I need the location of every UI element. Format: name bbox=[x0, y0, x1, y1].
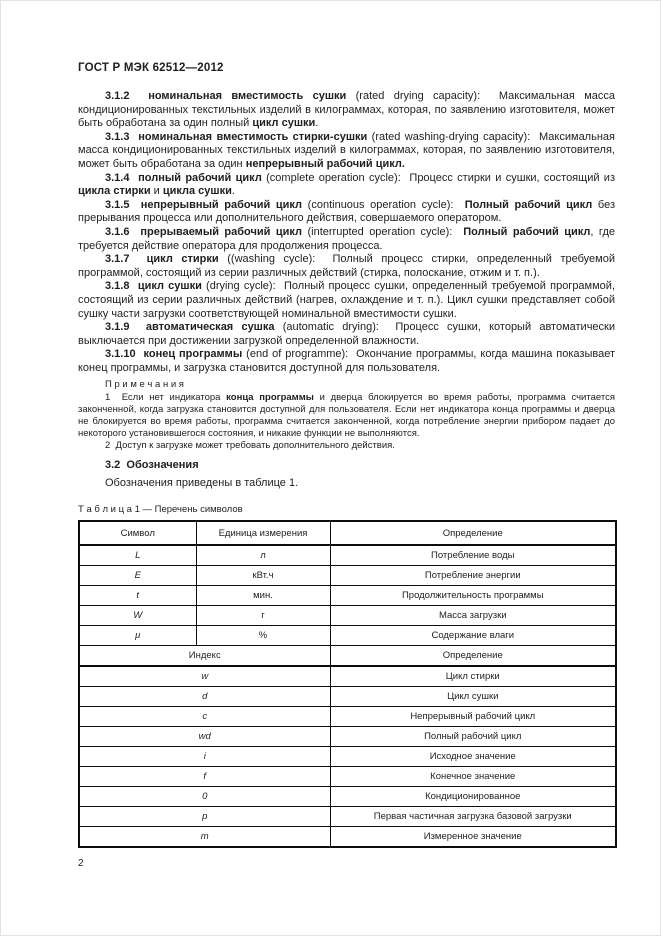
document-header: ГОСТ Р МЭК 62512—2012 bbox=[78, 62, 224, 74]
bold-text-run: цикла сушки bbox=[162, 185, 232, 198]
bold-text-run: 3.1.8 цикл сушки bbox=[105, 280, 207, 293]
table-intro: Обозначения приведены в таблице 1. bbox=[105, 477, 299, 490]
clause-paragraph bbox=[78, 131, 615, 172]
bold-text-run: непрерывный рабочий цикл. bbox=[245, 157, 405, 170]
text-run: (drying cycle): Полный процесс сушки, определенный требуемой программой, состоящий из серии различных действий (нагрев, охлаждение и т. п.). Цикл сушки представляет собой сушку части загрузки соответствующей номинальной вместимости сушки. bbox=[78, 280, 615, 320]
definition-cell: Конечное значение bbox=[330, 767, 616, 787]
clause-paragraph bbox=[78, 348, 615, 375]
bold-text-run: 3.1.9 автоматическая сушка bbox=[105, 321, 283, 334]
definition-cell: Непрерывный рабочий цикл bbox=[330, 707, 616, 727]
text-run: без прерывания процесса или дополнительного действия, совершаемого оператором. bbox=[78, 198, 615, 225]
bold-text-run: 3.1.4 полный рабочий цикл bbox=[105, 171, 267, 184]
bold-text-run: 3.1.5 непрерывный рабочий цикл bbox=[105, 198, 308, 211]
bold-text-run: 3.1.6 прерываемый рабочий цикл bbox=[105, 225, 308, 238]
symbol-cell: 0 bbox=[79, 787, 330, 807]
symbol-cell: w bbox=[79, 666, 330, 687]
bold-text-run: 3.1.10 конец программы bbox=[105, 348, 247, 361]
text-run: (complete operation cycle): Процесс стирки и сушки, состоящий из bbox=[266, 171, 615, 184]
definition-cell: Полный рабочий цикл bbox=[330, 727, 616, 747]
symbol-cell: f bbox=[79, 767, 330, 787]
text-run: (continuous operation cycle): bbox=[307, 198, 465, 211]
text-run: (rated washing-drying capacity): Максимальная масса кондиционированных текстильных изделий в килограммах, которая, по заявлению изготовителя, может быть обработана за один bbox=[78, 130, 615, 170]
definition-cell: Содержание влаги bbox=[330, 626, 616, 646]
note-item bbox=[78, 440, 615, 452]
symbol-cell: p bbox=[79, 807, 330, 827]
column-header-symbol: Символ bbox=[79, 521, 196, 545]
column-header-unit: Единица измерения bbox=[196, 521, 330, 545]
symbol-cell: E bbox=[79, 566, 196, 586]
bold-text-run: Полный рабочий цикл bbox=[463, 225, 591, 238]
bold-text-run: Полный рабочий цикл bbox=[464, 198, 598, 211]
text-run: 2 Доступ к загрузке может требовать дополнительного действия. bbox=[105, 440, 395, 452]
table-row bbox=[79, 787, 616, 807]
table-row bbox=[79, 666, 616, 687]
table-row bbox=[79, 727, 616, 747]
text-run: (rated drying capacity): Максимальная масса кондиционированных текстильных изделий в килограммах, которая, по заявлению изготовителя, может быть обработана за один полный bbox=[78, 90, 615, 130]
clause-paragraph bbox=[78, 280, 615, 321]
definition-cell: Потребление энергии bbox=[330, 566, 616, 586]
text-run: (end of programme): Окончание программы, когда машина показывает конец программы, и загрузка становится доступной для пользователя. bbox=[78, 348, 615, 374]
table-row bbox=[79, 626, 616, 646]
text-run: и дверца блокируется во время работы, программа считается законченной, когда загрузка становится доступной для пользователя. Если нет индикатора конца программы и дверца не блокируется во время работы, программа считается законченной, когда потребление энергии прибором падает до некоторого установившегося состояния, и никакие функции не выполняются. bbox=[78, 392, 615, 440]
clauses bbox=[78, 90, 615, 375]
unit-cell: г bbox=[196, 606, 330, 626]
bold-text-run: 3.1.3 номинальная вместимость стирки-сушки bbox=[105, 130, 372, 143]
definition-cell: Продолжительность программы bbox=[330, 586, 616, 606]
unit-cell: % bbox=[196, 626, 330, 646]
text-run: (interrupted operation cycle): bbox=[307, 225, 464, 238]
symbol-cell: wd bbox=[79, 727, 330, 747]
text-run: . bbox=[315, 117, 319, 130]
notes-items bbox=[78, 392, 615, 452]
clause-paragraph bbox=[78, 172, 615, 199]
table-row bbox=[79, 827, 616, 848]
unit-cell: мин. bbox=[196, 586, 330, 606]
symbol-cell: L bbox=[79, 545, 196, 566]
table-row bbox=[79, 707, 616, 727]
symbol-cell: c bbox=[79, 707, 330, 727]
page-number: 2 bbox=[78, 858, 84, 870]
table-row bbox=[79, 586, 616, 606]
definition-cell: Кондиционированное bbox=[330, 787, 616, 807]
clause-paragraph bbox=[78, 90, 615, 131]
text-run: , где требуется действие оператора для продолжения процесса. bbox=[78, 225, 615, 252]
table-row bbox=[79, 747, 616, 767]
text-run: 1 Если нет индикатора bbox=[105, 392, 227, 404]
table-row bbox=[79, 687, 616, 707]
table-row bbox=[79, 566, 616, 586]
clause-paragraph bbox=[78, 321, 615, 348]
symbols-table bbox=[78, 520, 617, 848]
notes-block bbox=[78, 379, 615, 452]
bold-text-run: конца программы bbox=[226, 392, 320, 404]
symbol-cell: μ bbox=[79, 626, 196, 646]
definition-cell: Первая частичная загрузка базовой загрузки bbox=[330, 807, 616, 827]
unit-cell: л bbox=[196, 545, 330, 566]
symbol-cell: W bbox=[79, 606, 196, 626]
definition-cell: Измеренное значение bbox=[330, 827, 616, 848]
text-run: . bbox=[231, 185, 235, 198]
symbol-cell: d bbox=[79, 687, 330, 707]
definition-cell: Цикл стирки bbox=[330, 666, 616, 687]
index-header-row bbox=[79, 646, 616, 667]
index-header-definition-cell: Определение bbox=[330, 646, 616, 667]
text-run: (automatic drying): Процесс сушки, который автоматически выключается при достижении загрузкой определенной влажности. bbox=[78, 321, 616, 347]
table-header-row bbox=[79, 521, 616, 545]
definition-cell: Масса загрузки bbox=[330, 606, 616, 626]
symbol-cell: m bbox=[79, 827, 330, 848]
bold-text-run: 3.1.2 номинальная вместимость сушки bbox=[105, 90, 356, 102]
table-row bbox=[79, 767, 616, 787]
bold-text-run: цикл сушки bbox=[252, 117, 316, 130]
symbol-rows bbox=[79, 545, 616, 646]
clause-paragraph bbox=[78, 253, 615, 280]
bold-text-run: цикла стирки bbox=[78, 185, 154, 198]
notes-label: П р и м е ч а н и я bbox=[105, 379, 184, 391]
table-row bbox=[79, 545, 616, 566]
table-caption: Т а б л и ц а 1 — Перечень символов bbox=[78, 504, 243, 516]
symbol-cell: t bbox=[79, 586, 196, 606]
column-header-definition: Определение bbox=[330, 521, 616, 545]
definition-cell: Цикл сушки bbox=[330, 687, 616, 707]
table-row bbox=[79, 606, 616, 626]
clause-paragraph bbox=[78, 199, 615, 226]
text-run: ((washing cycle): Полный процесс стирки, определенный требуемой программой, состоящий из серии различных действий (стирка, полоскание, отжим и т. п.). bbox=[78, 253, 615, 279]
definition-cell: Потребление воды bbox=[330, 545, 616, 566]
symbol-cell: i bbox=[79, 747, 330, 767]
table-row bbox=[79, 807, 616, 827]
index-rows bbox=[79, 666, 616, 847]
text-run: и bbox=[153, 185, 163, 198]
note-item bbox=[78, 392, 615, 440]
section-heading: 3.2 Обозначения bbox=[105, 459, 199, 472]
bold-text-run: 3.1.7 цикл стирки bbox=[105, 253, 228, 266]
index-header-cell: Индекс bbox=[79, 646, 330, 667]
unit-cell: кВт.ч bbox=[196, 566, 330, 586]
definition-cell: Исходное значение bbox=[330, 747, 616, 767]
clause-paragraph bbox=[78, 226, 615, 253]
